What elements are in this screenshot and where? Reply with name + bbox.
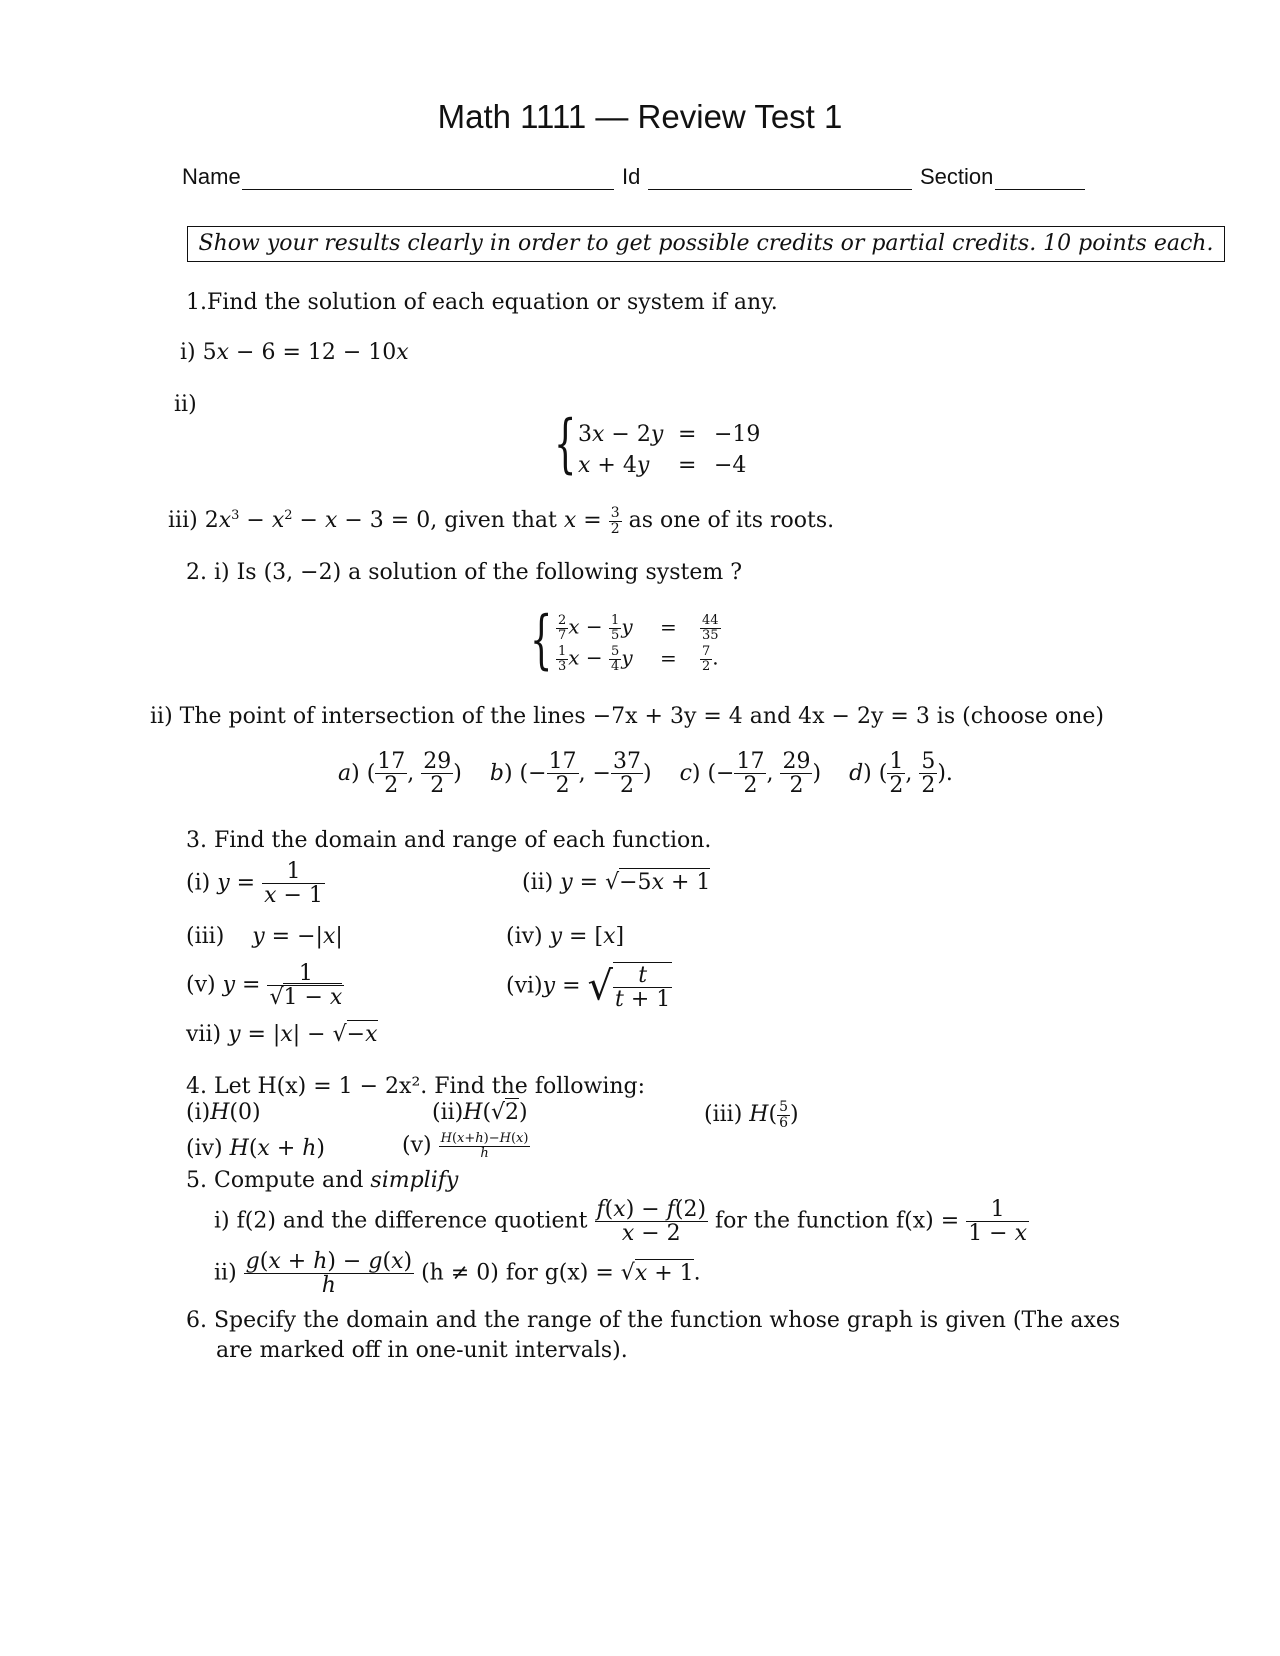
q4-ii: (ii)H(√2) <box>432 1100 528 1125</box>
choice-a[interactable]: a) ( $\frac{17}{2}$ , $\frac{29}{2}$ ) <box>338 749 462 799</box>
id-label: Id <box>622 164 641 189</box>
q2-system-eq2: $\frac{1}{3}$ x − $\frac{5}{4}$ y = $\frac{7}{2}$ . <box>558 644 719 674</box>
q4-iii: (iii) H( $\frac{5}{6}$ ) <box>704 1099 799 1131</box>
q1-system-eq2: x + 4y = −4 <box>578 453 747 478</box>
q5-i: i) f(2) and the difference quotient $\frac{f(x) - f(2)}{x - 2}$ for the function f(x) = $\frac{1}{1 - x}$ <box>214 1197 1028 1247</box>
q1-system-brace: { <box>554 407 577 481</box>
q4-iv: (iv) H(x + h) <box>186 1136 326 1161</box>
q3-v: (v) y = $\frac{1}{√1 - x}$ <box>186 961 343 1011</box>
q6-line2: are marked off in one-unit intervals). <box>216 1338 628 1363</box>
q3-vii: vii) y = |x| − √−x <box>186 1022 378 1047</box>
section-field[interactable] <box>995 189 1085 190</box>
q3-vi: (vi)y = √ $\frac{t}{t + 1}$ <box>506 963 671 1013</box>
q5-ii: ii) $\frac{g(x + h) - g(x)}{h}$ (h ≠ 0) for g(x) = √x + 1. <box>214 1249 701 1299</box>
instructions-box <box>187 226 1225 262</box>
q2-system-brace: { <box>530 603 553 677</box>
q1-i: i) 5x − 6 = 12 − 10x <box>180 340 409 365</box>
q6-line1: 6. Specify the domain and the range of the function whose graph is given (The axes <box>186 1308 1121 1333</box>
q1-iii: iii) $2x^3 - x^2 - x - 3 = 0$, given that x = $\frac{3}{2}$ as one of its roots. <box>168 505 835 537</box>
q5-prompt: 5. Compute and simplify <box>186 1168 459 1193</box>
q3-iii: (iii) y = −|x| <box>186 924 343 949</box>
choice-c[interactable]: c) (− $\frac{17}{2}$ , $\frac{29}{2}$ ) <box>679 749 822 799</box>
section-label: Section <box>920 164 994 189</box>
q3-prompt: 3. Find the domain and range of each function. <box>186 828 712 853</box>
q3-i: (i) y = $\frac{1}{x - 1}$ <box>186 859 323 909</box>
q2-ii-text: ii) The point of intersection of the lines −7x + 3y = 4 and 4x − 2y = 3 is (choose one) <box>150 704 1105 729</box>
instructions-text: Show your results clearly in order to get possible credits or partial credits. 10 points each. <box>198 231 1214 256</box>
q4-v: (v) $\frac{H(x+h)-H(x)}{h}$ <box>402 1131 529 1161</box>
q1-system-eq1: 3x − 2y = −19 <box>578 422 761 447</box>
name-label: Name <box>182 164 241 189</box>
q4-i: (i)H(0) <box>186 1100 261 1125</box>
q1-ii-label: ii) <box>174 392 197 417</box>
q1-prompt: 1.Find the solution of each equation or system if any. <box>186 290 778 315</box>
q3-iv: (iv) y = [x] <box>506 924 625 949</box>
page-title: Math 1111 — Review Test 1 <box>437 98 843 135</box>
q2-system-eq1: $\frac{2}{7}$ x − $\frac{1}{5}$ y = $\frac{44}{35}$ <box>558 613 719 643</box>
choice-d[interactable]: d) ( $\frac{1}{2}$ , $\frac{5}{2}$ ). <box>849 749 953 799</box>
name-field[interactable] <box>242 189 614 190</box>
q3-ii: (ii) y = √−5x + 1 <box>522 870 711 895</box>
q4-prompt: 4. Let H(x) = 1 − 2x². Find the following: <box>186 1074 646 1099</box>
choice-b[interactable]: b) (− $\frac{17}{2}$ , − $\frac{37}{2}$ ) <box>489 749 652 799</box>
q2-choices <box>338 750 953 797</box>
id-field[interactable] <box>648 189 912 190</box>
q2-prompt: 2. i) Is (3, −2) a solution of the following system ? <box>186 560 743 585</box>
